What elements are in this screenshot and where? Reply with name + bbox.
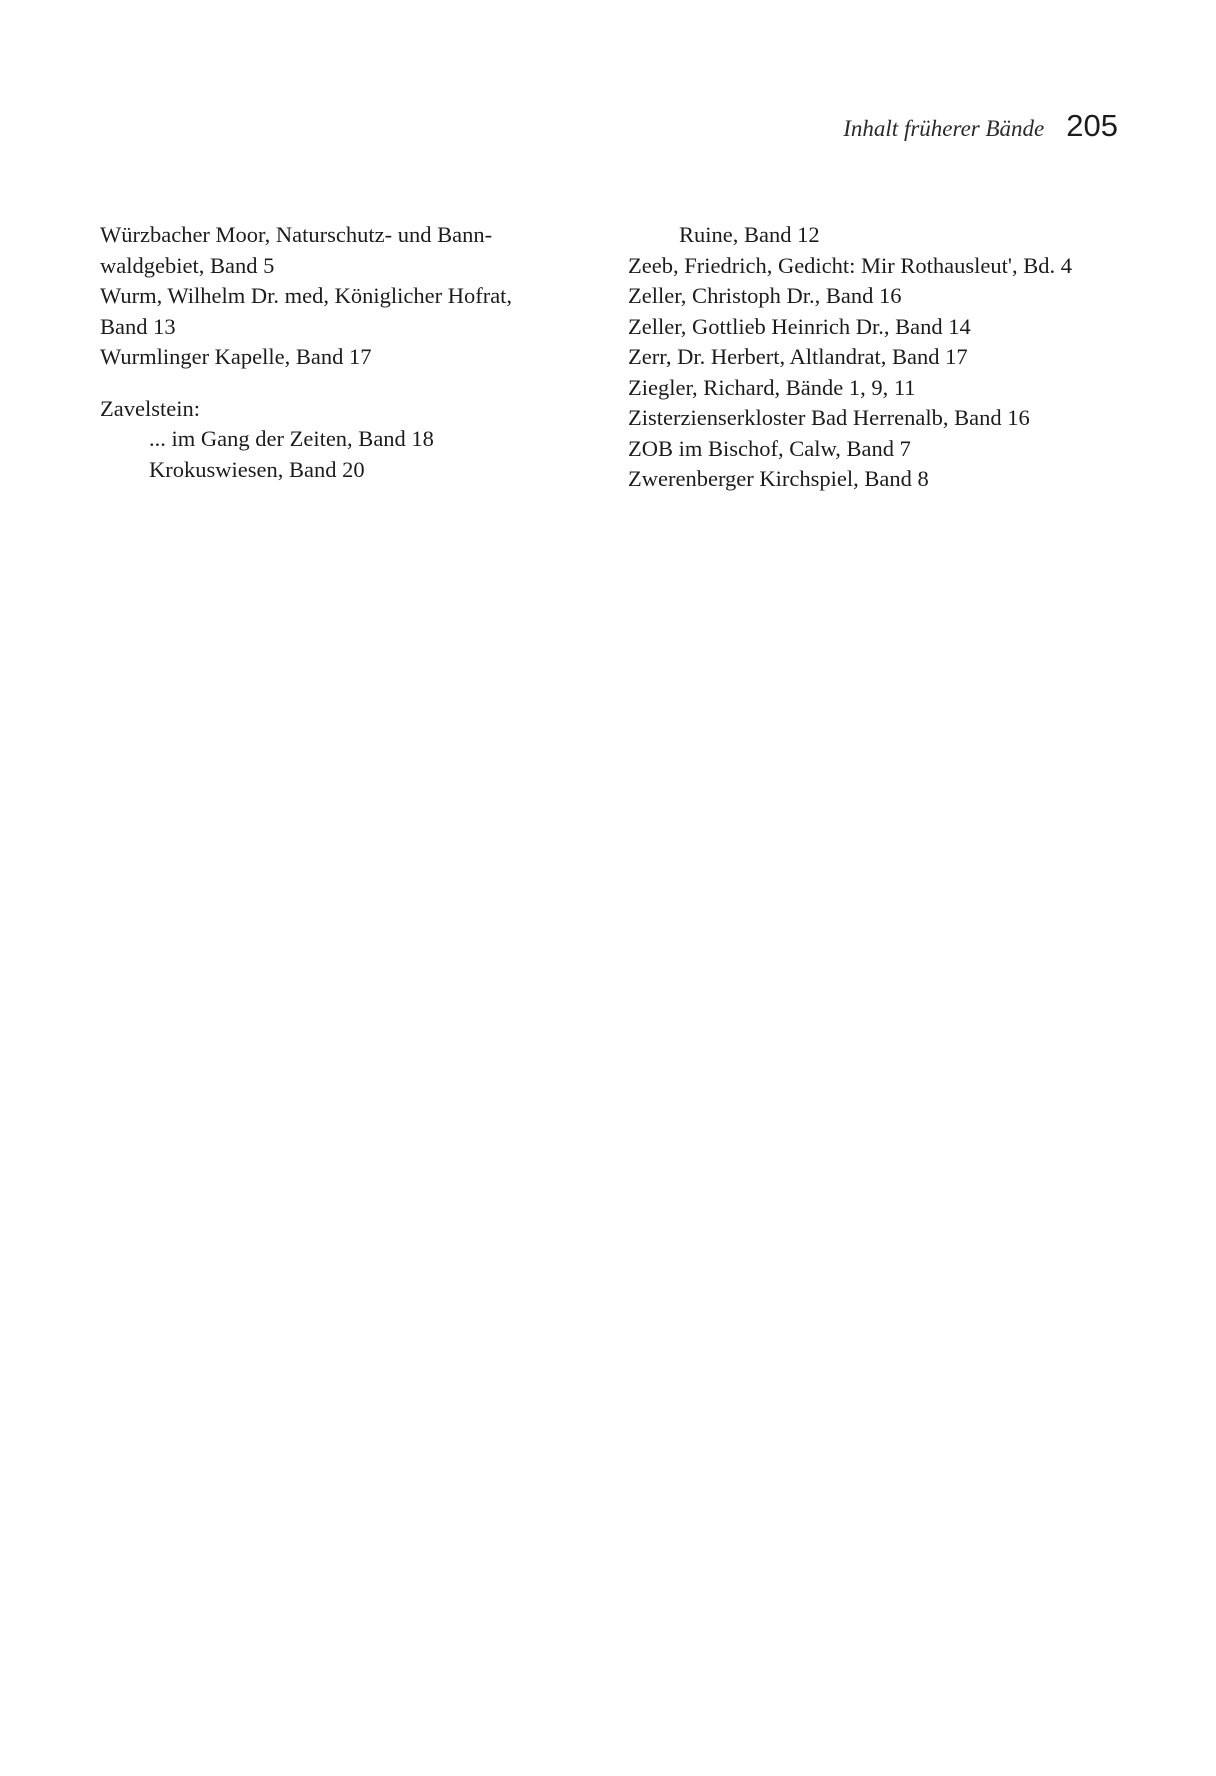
index-entry-ziegler-richard: Ziegler, Richard, Bände 1, 9, 11	[628, 374, 916, 400]
index-entry-ruine-cont: Ruine, Band 12	[679, 222, 820, 247]
index-entry-zerr-herbert: Zerr, Dr. Herbert, Altlandrat, Band 17	[628, 344, 968, 369]
index-entry-wuerzbacher-moor-cont: waldgebiet, Band 5	[100, 252, 275, 278]
entry-spacer	[100, 373, 570, 394]
index-entry-wurm-wilhelm: Wurm, Wilhelm Dr. med, Königlicher Hofrat,	[100, 283, 513, 308]
index-entry-zwerenberger-kirchspiel: Zwerenberger Kirchspiel, Band 8	[628, 466, 929, 491]
index-subentry-gang-der-zeiten: ... im Gang der Zeiten, Band 18	[149, 426, 434, 451]
index-entry-zeller-gottlieb: Zeller, Gottlieb Heinrich Dr., Band 14	[628, 313, 971, 339]
running-header	[843, 108, 1118, 144]
index-heading-zavelstein: Zavelstein:	[100, 395, 200, 421]
page-number: 205	[1066, 108, 1118, 143]
index-entry-wurmlinger-kapelle: Wurmlinger Kapelle, Band 17	[100, 344, 372, 369]
index-entry-zob-bischof: ZOB im Bischof, Calw, Band 7	[628, 435, 911, 461]
index-entry-wurm-wilhelm-cont: Band 13	[100, 313, 176, 339]
index-entry-zisterzienserkloster: Zisterzienserkloster Bad Herrenalb, Band 16	[628, 405, 1030, 430]
index-entry-zeeb-friedrich: Zeeb, Friedrich, Gedicht: Mir Rothausleut', Bd. 4	[628, 252, 1072, 278]
running-title: Inhalt früherer Bände	[843, 116, 1045, 141]
index-entry-zeller-christoph: Zeller, Christoph Dr., Band 16	[628, 283, 902, 308]
index-subentry-krokuswiesen: Krokuswiesen, Band 20	[149, 456, 365, 482]
index-column-left	[100, 220, 570, 485]
index-entry-wuerzbacher-moor: Würzbacher Moor, Naturschutz- und Bann-	[100, 222, 493, 247]
index-column-right	[628, 220, 1128, 495]
